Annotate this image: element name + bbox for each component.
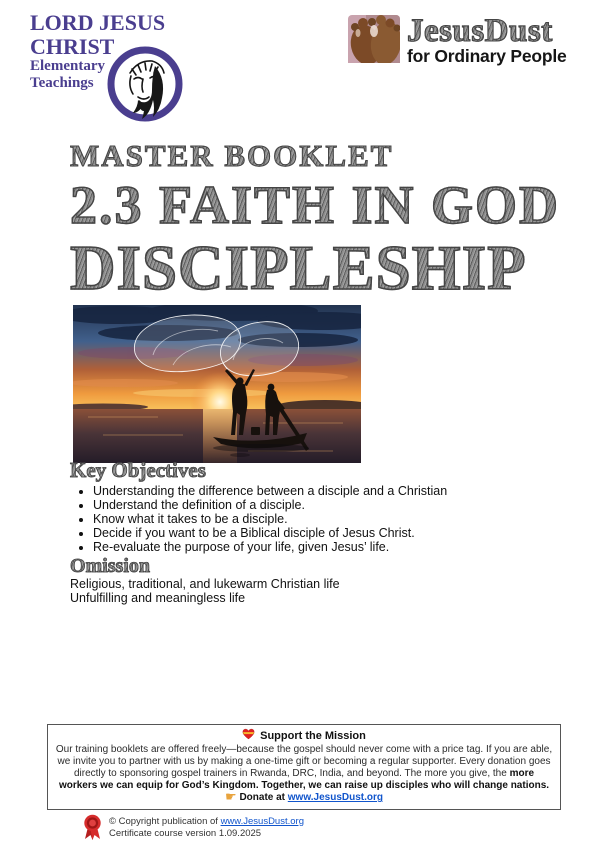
support-mission-box (47, 724, 561, 810)
content-sections (70, 460, 562, 605)
version-line: Certificate course version 1.09.2025 (109, 827, 262, 839)
omission-line: Unfulfilling and meaningless life (70, 590, 246, 605)
brand-logo (348, 15, 567, 68)
objective-item: • Re-evaluate the purpose of your life, given Jesus’ life. (93, 540, 562, 554)
title-block (70, 138, 561, 303)
fishermen-sunset-photo (73, 305, 361, 463)
ministry-subtitle-line2: Teachings (30, 74, 94, 91)
objectives-heading: Key Objectives (70, 460, 562, 481)
copyright-line (109, 816, 304, 828)
support-body-bold: more workers we can equip for God’s Kingdom. Together, we can raise up disciples who will change nations. (58, 768, 550, 791)
support-body-regular: Our training booklets are offered freely—because the gospel should never come with a price tag. If you are able, we invite you to partner with us by making a one-time gift or becoming a regular supporter. Every donation goes directly to sponsoring gospel trainers in Rwanda, DRC, India, and beyond. The more you give, the (55, 744, 553, 779)
heart-with-ribbon-icon (242, 728, 255, 743)
pointing-finger-icon: ☛ (225, 790, 237, 805)
copyright-footer (83, 814, 304, 846)
rosette-ribbon-icon (83, 814, 102, 846)
objective-item: • Understand the definition of a disciple. (93, 498, 562, 512)
booklet-subtitle: DISCIPLESHIP (70, 236, 560, 300)
objective-item: • Decide if you want to be a Biblical disciple of Jesus Christ. (93, 526, 562, 540)
ministry-logo (30, 12, 230, 127)
copyright-link[interactable]: www.JesusDust.org (220, 816, 304, 827)
ministry-subtitle-line1: Elementary (30, 58, 105, 74)
objectives-list (70, 484, 562, 554)
objective-item: • Understanding the difference between a disciple and a Christian (93, 484, 562, 498)
ministry-title-line1: LORD JESUS (30, 10, 166, 35)
brand-name: JesusDust (407, 15, 567, 49)
brand-tagline: for Ordinary People (407, 45, 567, 66)
ministry-title-line2: CHRIST (30, 34, 115, 59)
support-body-text (55, 744, 553, 804)
omission-heading: Omission (70, 556, 562, 576)
booklet-title: 2.3 FAITH IN GOD (70, 174, 561, 235)
omission-line: Religious, traditional, and lukewarm Christian life (70, 576, 340, 591)
support-heading: Support the Mission (260, 729, 366, 742)
dusty-feet-photo-icon (348, 15, 400, 68)
booklet-kicker: MASTER BOOKLET (70, 140, 560, 172)
donate-link[interactable]: www.JesusDust.org (287, 792, 383, 803)
donate-label: Donate at (239, 792, 285, 803)
objective-item: • Know what it takes to be a disciple. (93, 512, 562, 526)
copyright-prefix: © Copyright publication of (109, 816, 221, 827)
